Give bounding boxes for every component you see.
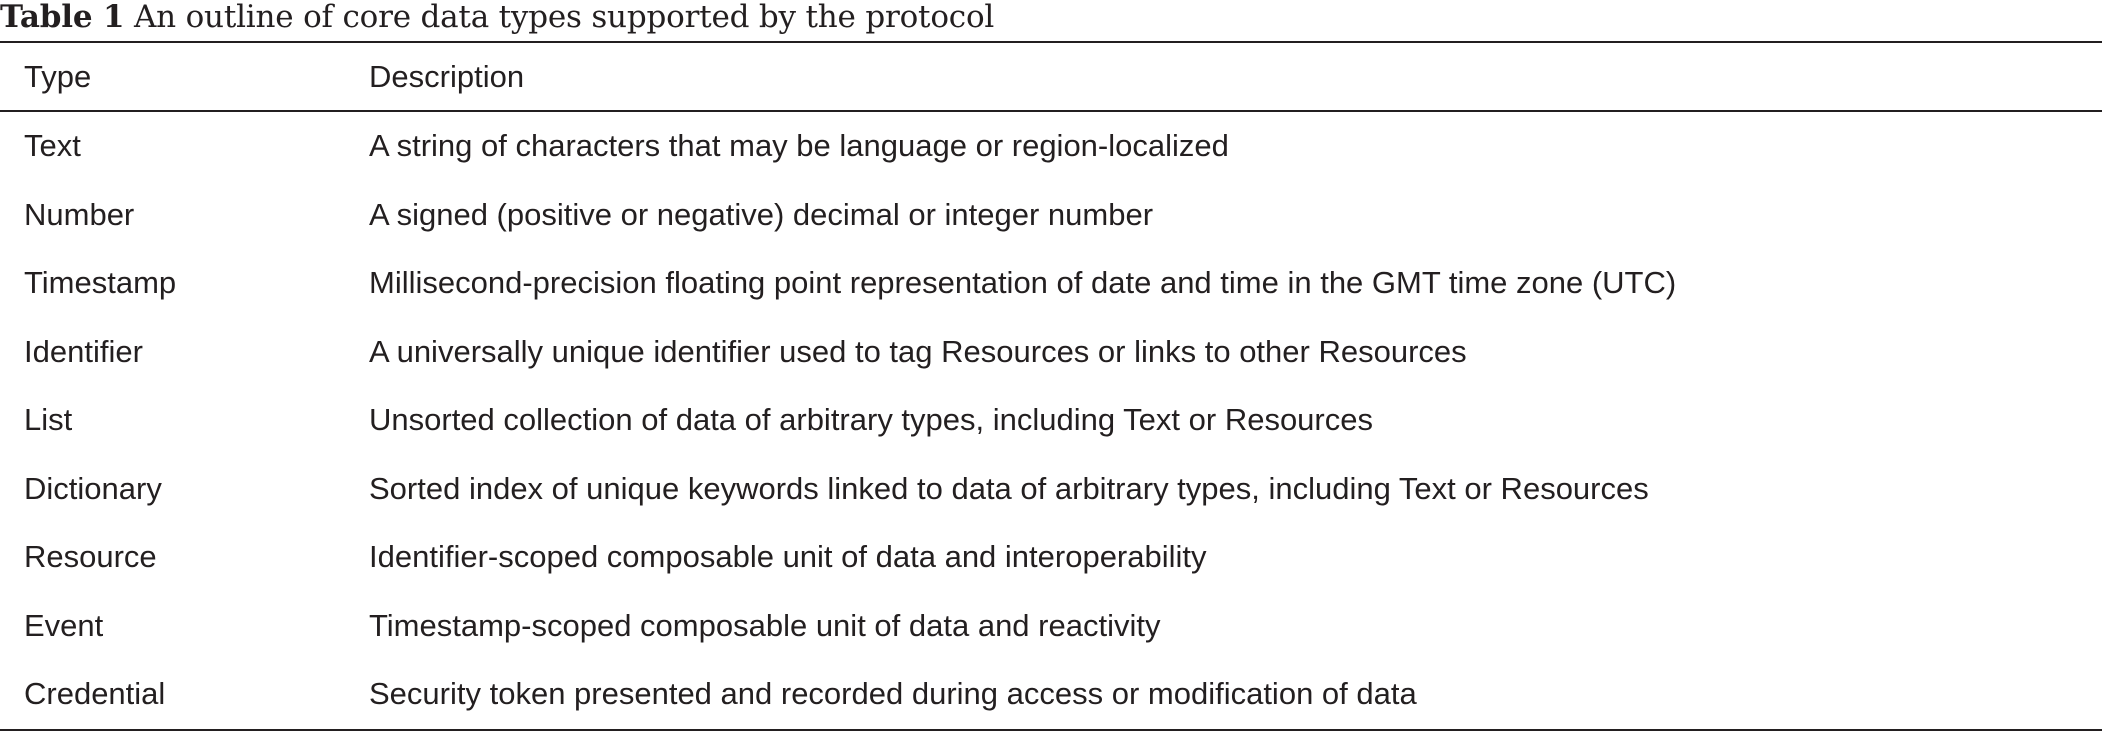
row-type: Identifier <box>24 333 143 369</box>
header-description: Description <box>369 58 525 94</box>
row-type: Number <box>24 196 135 232</box>
table-body <box>0 111 2102 730</box>
row-description: A signed (positive or negative) decimal or integer number <box>369 196 1154 232</box>
data-types-table <box>0 41 2102 731</box>
row-type: List <box>24 402 73 438</box>
row-type: Resource <box>24 539 157 575</box>
table-row <box>0 318 2102 387</box>
row-description: Identifier-scoped composable unit of data and interoperability <box>369 539 1207 575</box>
table-row <box>0 592 2102 661</box>
table-caption-text: An outline of core data types supported by the protocol <box>133 0 995 35</box>
table-caption <box>0 0 994 38</box>
row-type: Text <box>24 128 81 164</box>
table-row <box>0 111 2102 181</box>
table-row <box>0 660 2102 730</box>
table-row <box>0 523 2102 592</box>
table-row <box>0 249 2102 318</box>
row-type: Event <box>24 607 104 643</box>
data-types-table-container <box>0 41 2102 731</box>
table-header-row <box>0 42 2102 111</box>
table-caption-label: Table 1 <box>0 0 125 35</box>
table-row <box>0 181 2102 250</box>
table-header <box>0 42 2102 111</box>
row-description: Unsorted collection of data of arbitrary types, including Text or Resources <box>369 402 1373 438</box>
row-type: Timestamp <box>24 265 177 301</box>
table-row <box>0 455 2102 524</box>
row-description: Security token presented and recorded during access or modification of data <box>369 676 1417 712</box>
row-type: Dictionary <box>24 470 162 506</box>
row-type: Credential <box>24 676 166 712</box>
row-description: Millisecond-precision floating point representation of date and time in the GMT time zone (UTC) <box>369 265 1677 301</box>
row-description: Sorted index of unique keywords linked to data of arbitrary types, including Text or Resources <box>369 470 1649 506</box>
row-description: Timestamp-scoped composable unit of data and reactivity <box>369 607 1161 643</box>
row-description: A string of characters that may be language or region-localized <box>369 128 1229 164</box>
table-row <box>0 386 2102 455</box>
header-type: Type <box>24 58 92 94</box>
row-description: A universally unique identifier used to tag Resources or links to other Resources <box>369 333 1467 369</box>
